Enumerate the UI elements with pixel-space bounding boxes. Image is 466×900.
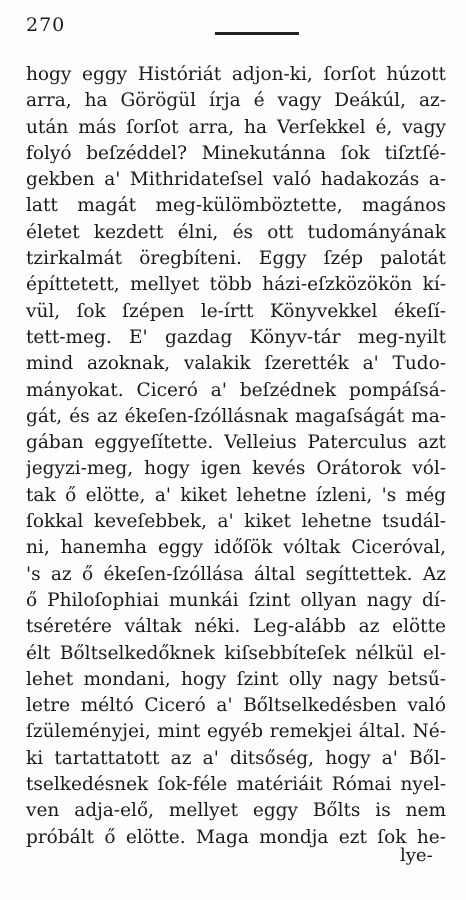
text-line: mind azoknak, valakik ſzerették a' Tudo- xyxy=(26,353,446,375)
text-line: ni, hanemha eggy időſök vóltak Ciceróval, xyxy=(26,537,446,559)
text-line: arra, ha Görögül írja é vagy Deákúl, az- xyxy=(26,90,446,112)
text-line: építtetett, mellyet több házi-eſzközökön kí- xyxy=(26,274,446,296)
text-line: tzirkalmát öregbíteni. Eggy ſzép palotát xyxy=(26,248,446,270)
text-line: ki tartattatott az a' ditsőség, hogy a' Ből- xyxy=(26,747,446,769)
text-line: tséretére váltak néki. Leg-alább az elötte xyxy=(26,616,446,638)
header-rule xyxy=(215,32,299,35)
text-line: gekben a' Mithridateſsel való hadakozás a- xyxy=(26,169,446,191)
page-number: 270 xyxy=(26,14,66,36)
text-line: gát, és az ékeſen-ſzóllásnak magaſságát ma- xyxy=(26,405,446,427)
body-text xyxy=(26,62,446,851)
text-line: hogy eggy Históriát adjon-ki, ſorſot húzott xyxy=(26,64,446,85)
text-line: latt magát meg-külömböztette, magános xyxy=(26,195,446,217)
text-line: tett-meg. E' gazdag Könyv-tár meg-nyilt xyxy=(26,326,446,348)
text-line: ven adja-elő, mellyet eggy Bőlts is nem xyxy=(26,800,446,822)
text-line: letre méltó Ciceró a' Bőltselkedésben való xyxy=(26,695,446,717)
text-line: után más ſorſot arra, ha Verſekkel é, vagy xyxy=(26,116,446,138)
text-line: tselkedésnek ſok-féle matériáit Római nyel- xyxy=(26,774,446,796)
catchword: lye- xyxy=(400,845,433,866)
text-line: próbált ő elötte. Maga mondja ezt ſok he- xyxy=(26,826,446,848)
text-line: mányokat. Ciceró a' beſzédnek pompáſsá- xyxy=(26,379,446,401)
text-line: ſokkal keveſebbek, a' kiket lehetne tsudál- xyxy=(26,511,446,533)
text-line: folyó beſzéddel? Minekutánna ſok tiſztſé- xyxy=(26,142,446,164)
text-line: élt Bőltselkedőknek kiſsebbíteſek nélkül el- xyxy=(26,642,446,664)
text-line: vül, ſok ſzépen le-írtt Könyvekkel ékeſí- xyxy=(26,300,446,322)
text-line: lehet mondani, hogy ſzint olly nagy betsű- xyxy=(26,668,446,690)
text-line: jegyzi-meg, hogy igen kevés Orátorok vól- xyxy=(26,458,446,480)
text-line: ő Philoſophiai munkái ſzint ollyan nagy dí- xyxy=(26,589,446,611)
text-line: életet kezdett élni, és ott tudományának xyxy=(26,221,446,243)
text-line: 's az ő ékeſen-ſzóllása által segíttettek. Az xyxy=(26,563,446,585)
text-line: ſzüleményjei, mint egyéb remekjei által. Né- xyxy=(26,721,446,743)
text-line: tak ő elötte, a' kiket lehetne ízleni, 's még xyxy=(26,484,446,506)
text-line: gában eggyeſítette. Velleius Paterculus azt xyxy=(26,432,446,454)
